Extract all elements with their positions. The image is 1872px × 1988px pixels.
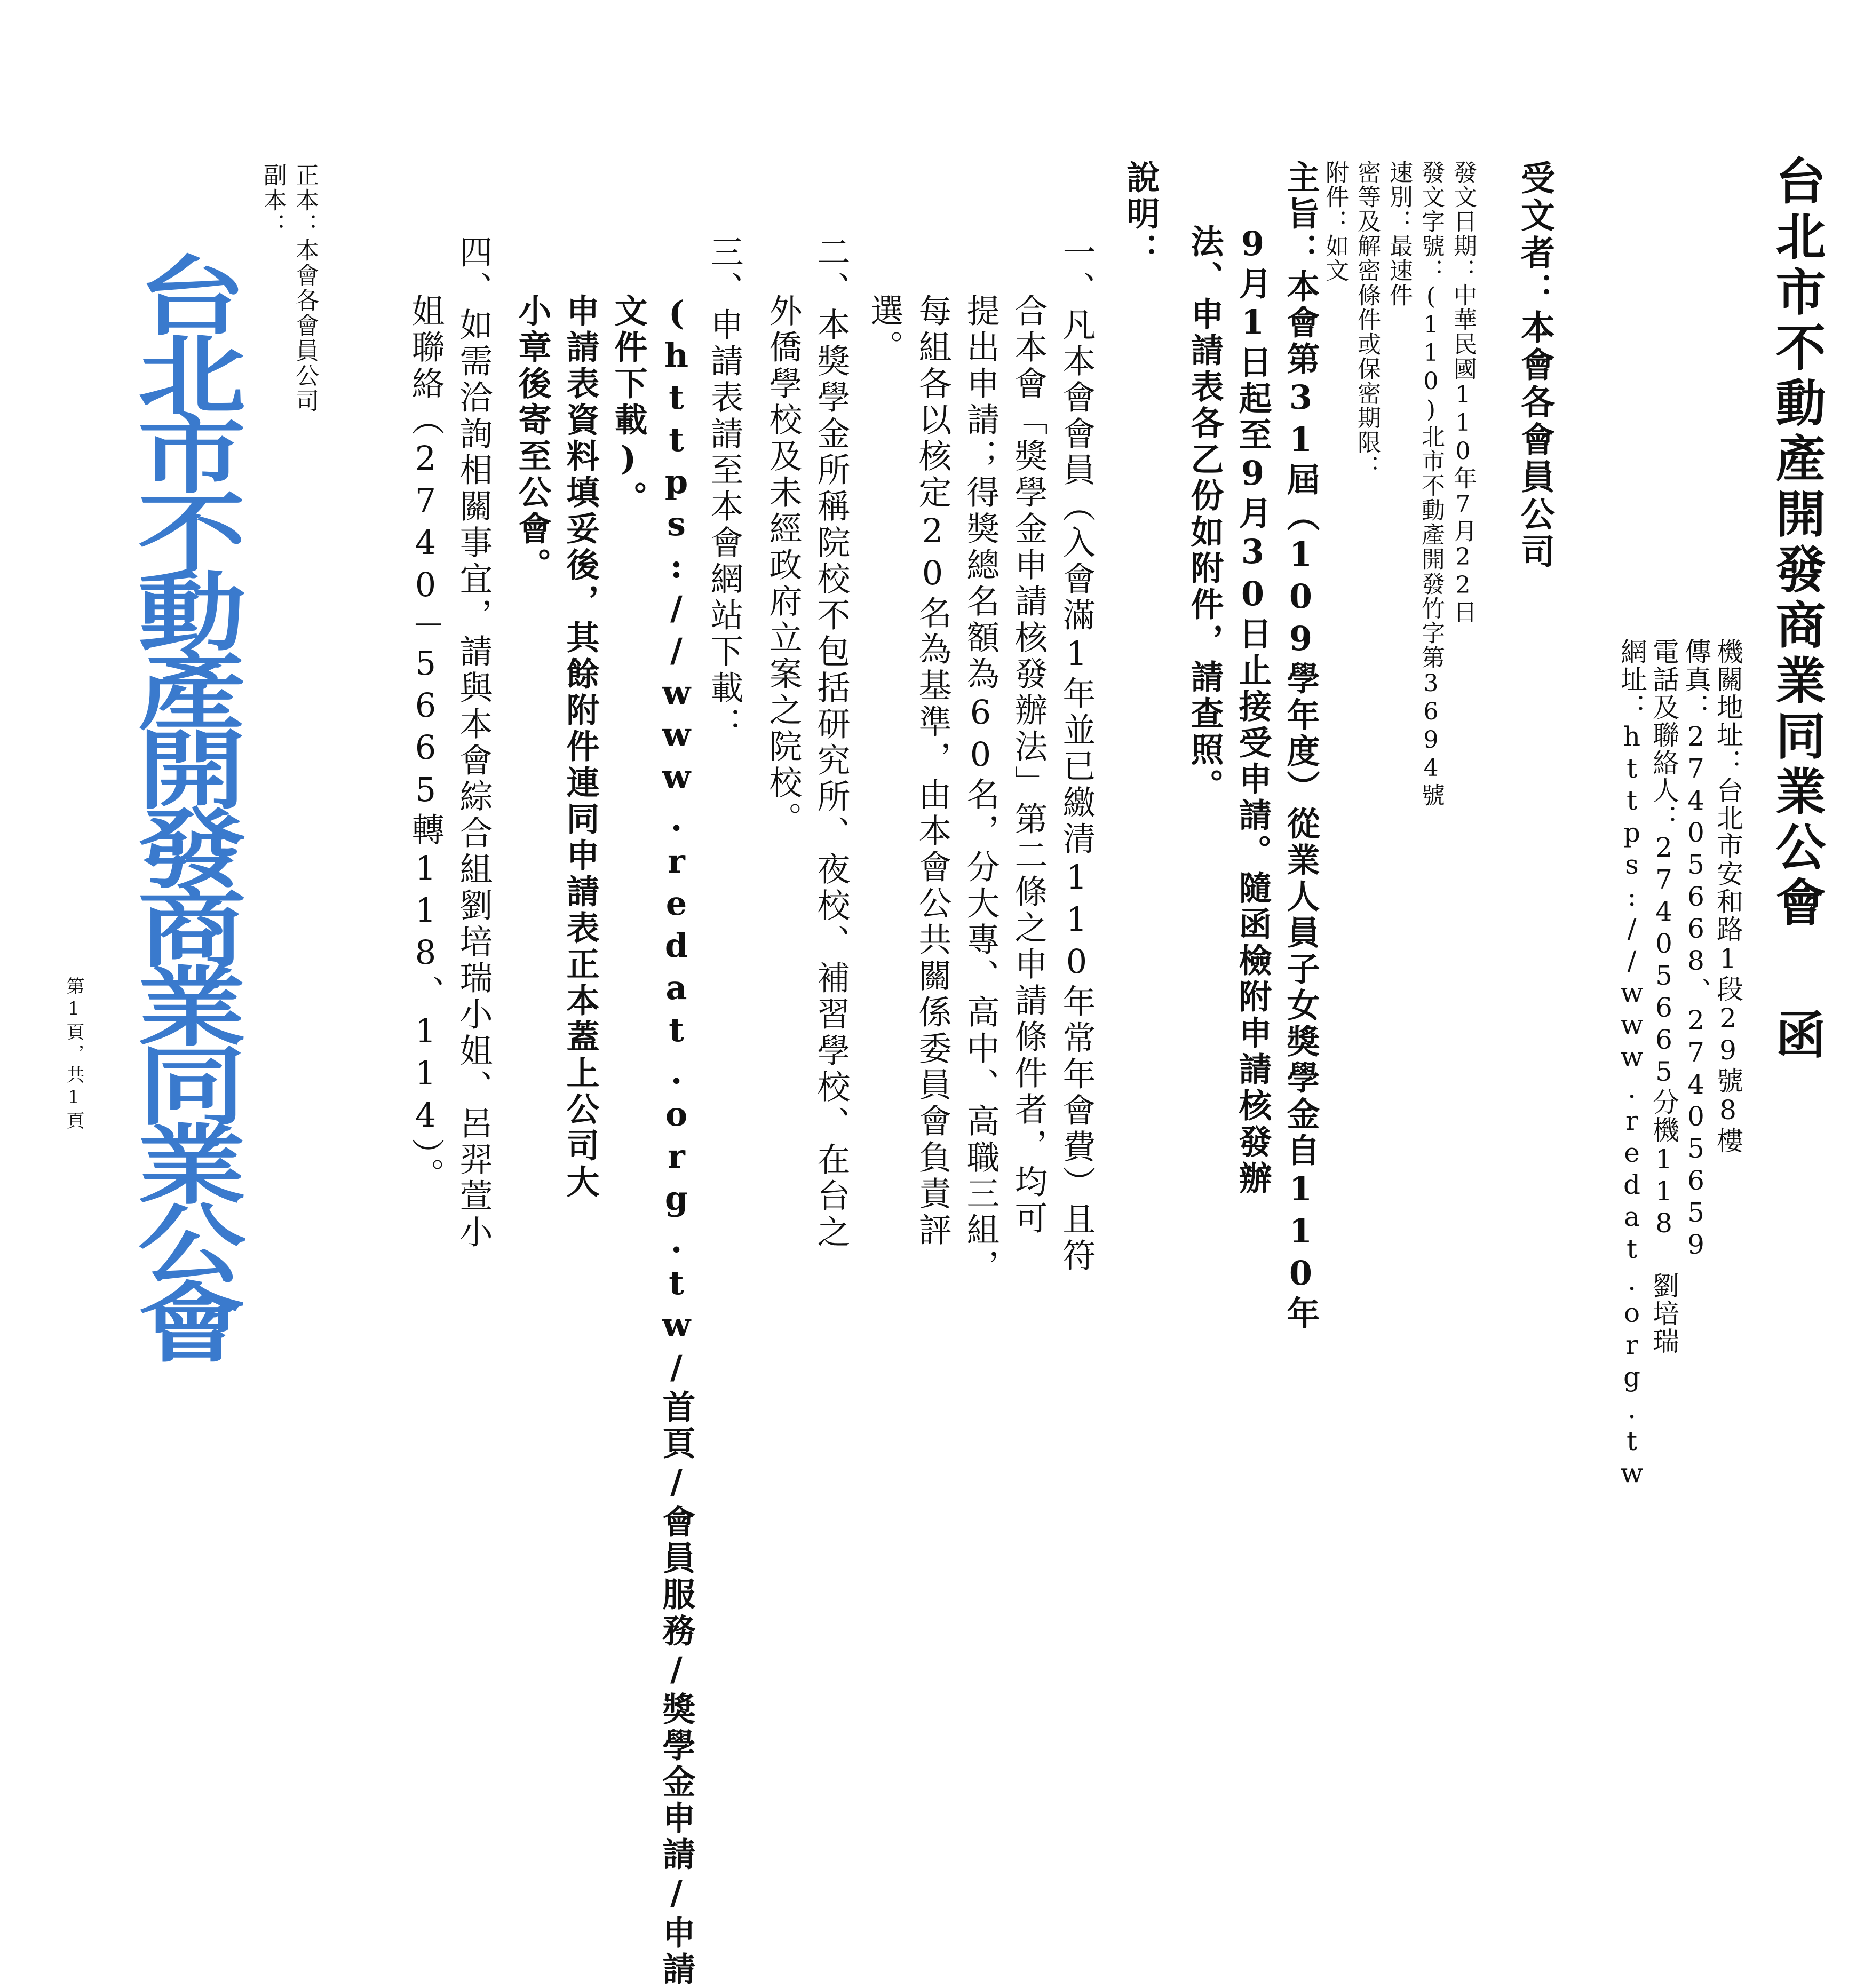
item1-line-4: 每組各以核定20名為基準，由本會公共關係委員會負責評 bbox=[913, 294, 952, 1249]
item3-line-5: 小章後寄至公會。 bbox=[513, 294, 552, 584]
org-website: 網址：https://www.redat.org.tw bbox=[1616, 638, 1647, 1490]
secrecy-level: 密等及解密條件或保密期限： bbox=[1353, 160, 1381, 479]
item2-line-2: 外僑學校及未經政府立案之院校。 bbox=[764, 294, 803, 838]
subject-line-2: 9月1日起至9月30日止接受申請。隨函檢附申請核發辦 bbox=[1233, 224, 1272, 1197]
item1-line-1: 一、凡本會會員（入會滿1年並已繳清110年常年會費）且符 bbox=[1057, 235, 1096, 1274]
document-number: 發文字號：(110)北市不動產開發竹字第3694號 bbox=[1417, 160, 1445, 807]
page-number: 第1頁，共1頁 bbox=[63, 977, 84, 1132]
item3-line-3: 文件下載)。 bbox=[609, 294, 648, 517]
item1-line-2: 合本會「獎學金申請核發辦法」第二條之申請條件者，均可 bbox=[1009, 294, 1048, 1237]
item2-line-1: 二、本獎學金所稱院校不包括研究所、夜校、補習學校、在台之 bbox=[812, 235, 851, 1251]
item3-line-2: (https://www.redat.org.tw/首頁/會員服務/獎學金申請/申請 bbox=[657, 294, 696, 1988]
item1-line-5: 選。 bbox=[865, 294, 904, 366]
org-title: 台北市不動產開發商業同業公會 bbox=[1767, 155, 1826, 932]
subject-line-3: 法、申請表各乙份如附件，請查照。 bbox=[1185, 224, 1224, 805]
item3-line-4: 申請表資料填妥後，其餘附件連同申請表正本蓋上公司大 bbox=[561, 294, 600, 1201]
copy-recipients: 副本： bbox=[259, 163, 287, 238]
item1-line-3: 提出申請；得獎總名額為60名，分大專、高中、高職三組， bbox=[961, 294, 1000, 1285]
org-fax: 傳真：27405668、27405659 bbox=[1680, 638, 1711, 1261]
issue-date: 發文日期：中華民國110年7月22日 bbox=[1449, 160, 1477, 624]
item3-line-1: 三、申請表請至本會網站下載： bbox=[705, 235, 744, 743]
org-address: 機關地址：台北市安和路1段29號8樓 bbox=[1712, 638, 1743, 1154]
item4-line-2: 姐聯絡（2740－5665轉118、114）。 bbox=[406, 294, 445, 1194]
recipient: 受文者：本會各會員公司 bbox=[1515, 160, 1555, 571]
subject-line-1: 主旨：本會第31屆（109學年度）從業人員子女獎學金自110年 bbox=[1281, 160, 1320, 1332]
original-recipients: 正本：本會各會員公司 bbox=[291, 163, 319, 414]
speed-class: 速別：最速件 bbox=[1385, 160, 1413, 307]
attachment-note: 附件：如文 bbox=[1321, 160, 1349, 283]
doc-type-label: 函 bbox=[1767, 1009, 1826, 1059]
explanation-heading: 說明： bbox=[1121, 160, 1160, 269]
item4-line-1: 四、如需洽詢相關事宜，請與本會綜合組劉培瑞小姐、呂羿萱小 bbox=[454, 235, 493, 1251]
organization-seal-stamp: 台北市不動產開發商業同業公會 bbox=[120, 251, 245, 1357]
org-contact: 電話及聯絡人：27405665分機118 劉培瑞 bbox=[1648, 638, 1679, 1355]
